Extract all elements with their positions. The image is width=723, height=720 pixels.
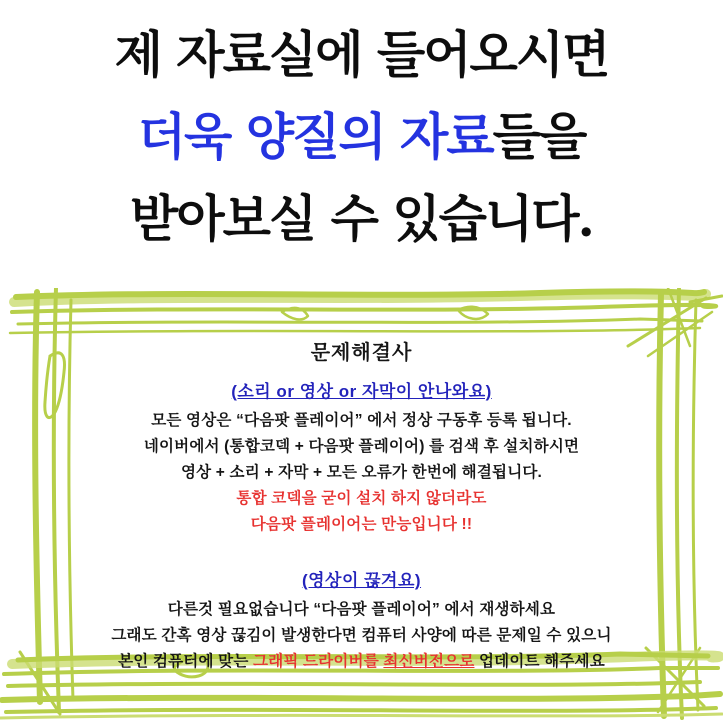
section1-red-line-2: 다음팟 플레이어는 만능입니다 !! xyxy=(250,516,473,533)
notice-title: 문제해결사 xyxy=(310,342,413,364)
header-line-3: 받아보실 수 있습니다. xyxy=(130,189,593,248)
section2-line-3-post: 업데이트 해주세요 xyxy=(474,653,605,670)
section1-line-1: 모든 영상은 “다음팟 플레이어” 에서 정상 구동후 등록 됩니다. xyxy=(151,412,572,429)
section-gap xyxy=(62,542,661,566)
header-line-1: 제 자료실에 들어오시면 xyxy=(114,25,609,84)
section2-line-3 xyxy=(62,653,661,670)
header-line-2 xyxy=(0,96,723,178)
section2-line-3-red: 그래픽 드라이버를 xyxy=(253,653,384,670)
section2-line-3-pre: 본인 컴퓨터에 맞는 xyxy=(118,653,254,670)
section1-heading: (소리 or 영상 or 자막이 안나와요) xyxy=(231,382,492,401)
section1-line-2: 네이버에서 (통합코덱 + 다음팟 플레이어) 를 검색 후 설치하시면 xyxy=(143,438,580,455)
section1-red-line-1: 통합 코덱을 굳이 설치 하지 않더라도 xyxy=(236,490,487,507)
notice-box xyxy=(0,288,723,720)
notice-content xyxy=(62,336,661,679)
section1-line-3: 영상 + 소리 + 자막 + 모든 오류가 한번에 해결됩니다. xyxy=(180,464,543,481)
section2-line-1: 다른것 필요없습니다 “다음팟 플레이어” 에서 재생하세요 xyxy=(167,601,556,618)
header-line-2-rest: 들을 xyxy=(492,107,586,166)
header-line-2-highlight: 더욱 양질의 자료 xyxy=(137,107,493,166)
section2-line-3-red-underline: 최신버전으로 xyxy=(383,653,475,670)
section2-line-2: 그래도 간혹 영상 끊김이 발생한다면 컴퓨터 사양에 따른 문제일 수 있으니 xyxy=(111,627,612,644)
section2-heading: (영상이 끊겨요) xyxy=(301,571,422,590)
header-text xyxy=(0,14,723,260)
